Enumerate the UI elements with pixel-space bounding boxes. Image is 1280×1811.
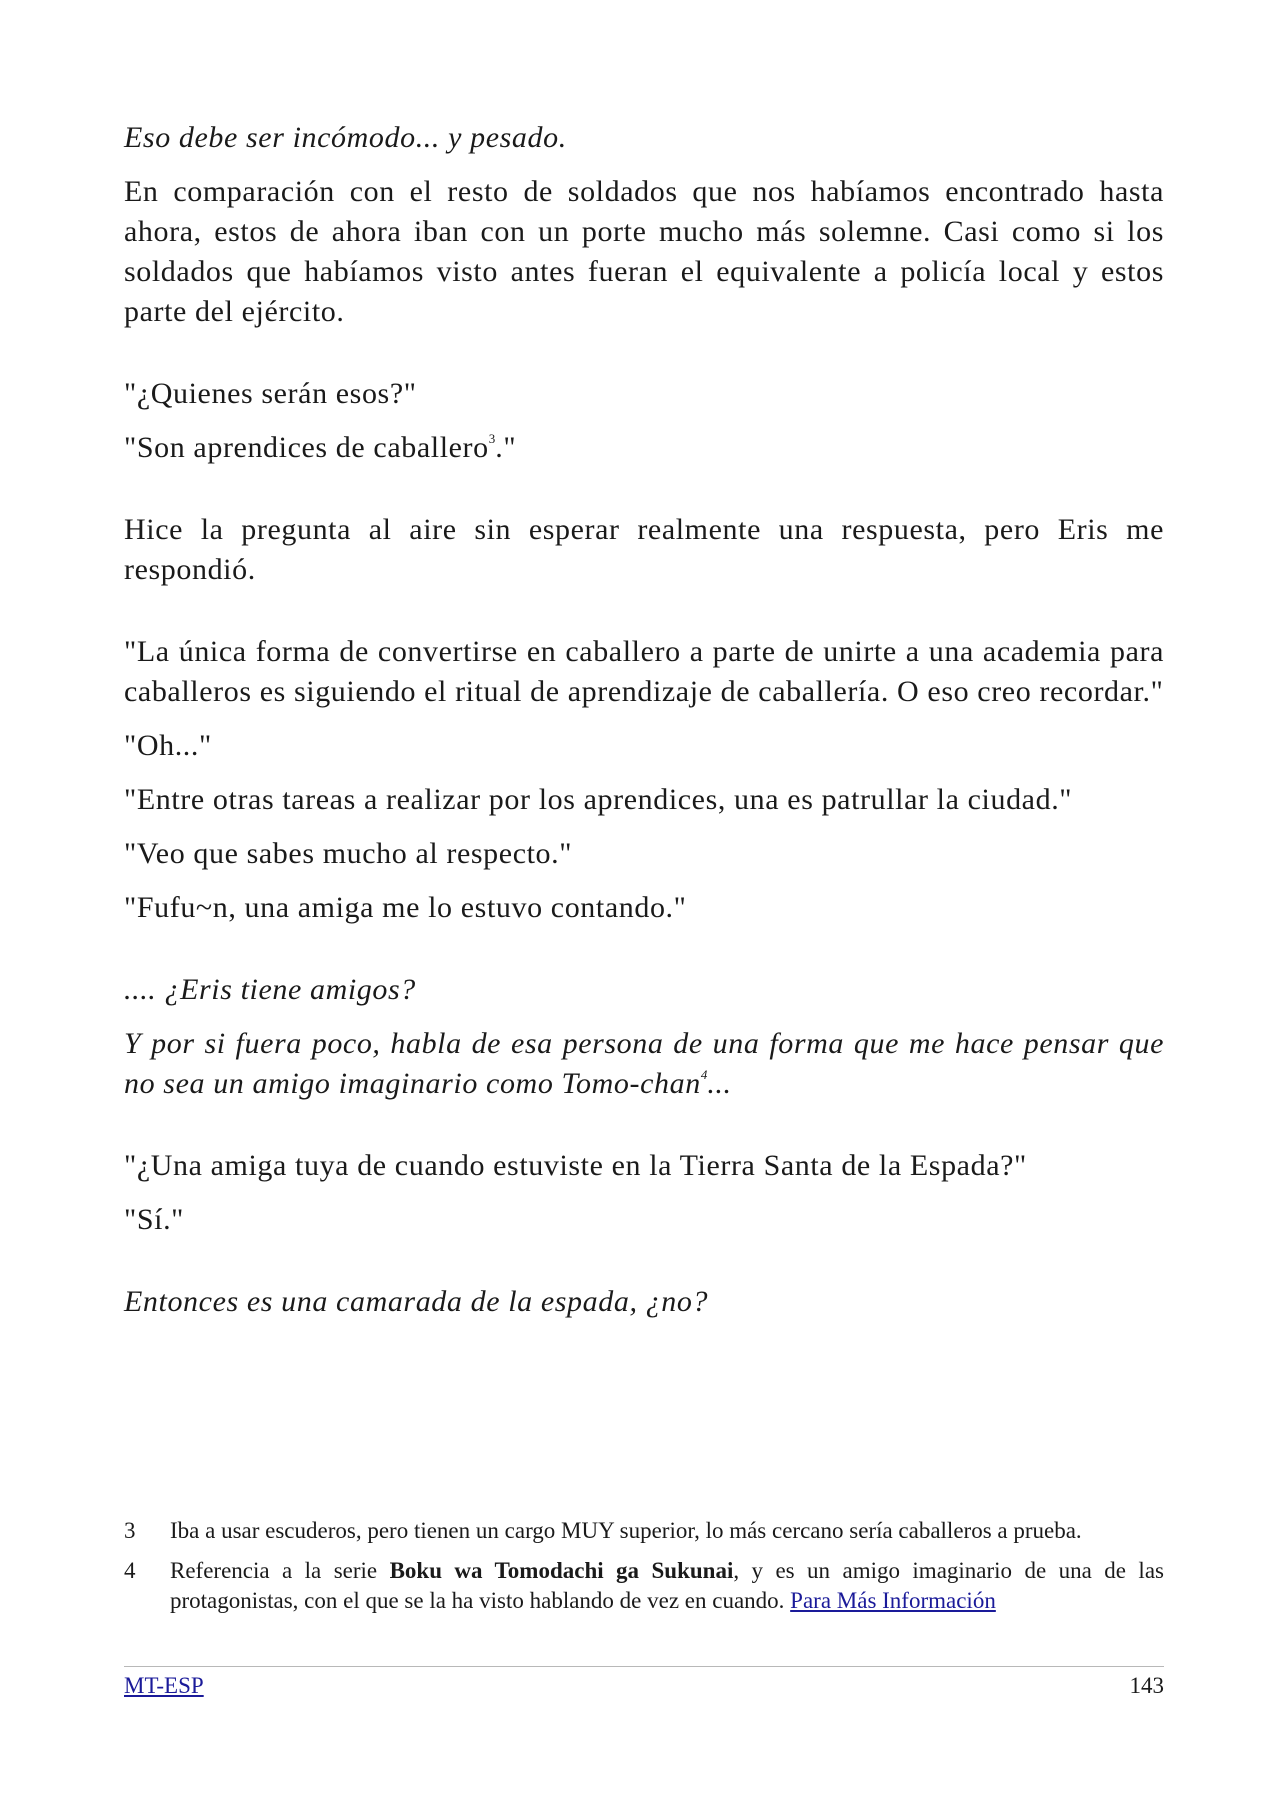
dialogue-3: "La única forma de convertirse en caballero a parte de unirte a una academia para caballeros es siguiendo el ritual de aprendizaje de caballería. O eso creo recordar."	[124, 635, 1164, 708]
paragraph-narration-1: En comparación con el resto de soldados que nos habíamos encontrado hasta ahora, estos de ahora iban con un porte mucho más solemne. Casi como si los soldados que habíamos visto antes fueran el equivalente a policía local y estos parte del ejército.	[124, 175, 1164, 328]
page-number: 143	[1129, 1673, 1164, 1698]
footnote-4	[124, 1556, 1164, 1616]
dialogue-2-end: ."	[495, 431, 517, 464]
dialogue-2-text: "Son aprendices de caballero	[124, 431, 489, 464]
thought-3-end: ...	[707, 1067, 732, 1100]
dialogue-5: "Entre otras tareas a realizar por los aprendices, una es patrullar la ciudad."	[124, 783, 1073, 816]
footer-divider	[124, 1666, 1164, 1667]
dialogue-4: "Oh..."	[124, 729, 212, 762]
paragraph-thought-3	[124, 1024, 1164, 1104]
footnote-ref-4[interactable]: 4	[700, 1067, 708, 1082]
footnote-4-text	[170, 1556, 1164, 1616]
footnote-3	[124, 1516, 1164, 1546]
footnotes	[124, 1516, 1164, 1626]
dialogue-8: "¿Una amiga tuya de cuando estuviste en la Tierra Santa de la Espada?"	[124, 1149, 1027, 1182]
more-info-link[interactable]: Para Más Información	[790, 1588, 996, 1613]
dialogue-1: "¿Quienes serán esos?"	[124, 377, 417, 410]
footnote-ref-3[interactable]: 3	[488, 431, 496, 446]
dialogue-6: "Veo que sabes mucho al respecto."	[124, 837, 573, 870]
body-text	[124, 118, 1164, 1322]
footnote-4-number: 4	[124, 1558, 136, 1583]
footer-site-link[interactable]: MT-ESP	[124, 1673, 204, 1698]
paragraph-narration-2: Hice la pregunta al aire sin esperar realmente una respuesta, pero Eris me respondió.	[124, 513, 1164, 586]
footnote-4-series-title: Boku wa Tomodachi ga Sukunai	[389, 1558, 734, 1583]
footnote-4-text-after: , y es un amigo imaginario de una de las protagonistas, con el que se la ha visto hablando de vez en cuando.	[170, 1558, 1164, 1613]
paragraph-thought-2: .... ¿Eris tiene amigos?	[124, 973, 416, 1006]
footnote-3-text: Iba a usar escuderos, pero tienen un cargo MUY superior, lo más cercano sería caballeros a prueba.	[170, 1518, 1082, 1543]
paragraph-thought-4: Entonces es una camarada de la espada, ¿no?	[124, 1285, 709, 1318]
footnote-4-text-before: Referencia a la serie	[170, 1558, 390, 1583]
paragraph-thought-1: Eso debe ser incómodo... y pesado.	[124, 121, 567, 154]
dialogue-2	[124, 428, 1164, 468]
dialogue-7: "Fufu~n, una amiga me lo estuvo contando."	[124, 891, 687, 924]
thought-3-text: Y por si fuera poco, habla de esa persona de una forma que me hace pensar que no sea un amigo imaginario como Tomo-chan	[124, 1027, 1164, 1100]
dialogue-9: "Sí."	[124, 1203, 185, 1236]
page-footer	[124, 1671, 1164, 1701]
footnote-3-number: 3	[124, 1518, 136, 1543]
